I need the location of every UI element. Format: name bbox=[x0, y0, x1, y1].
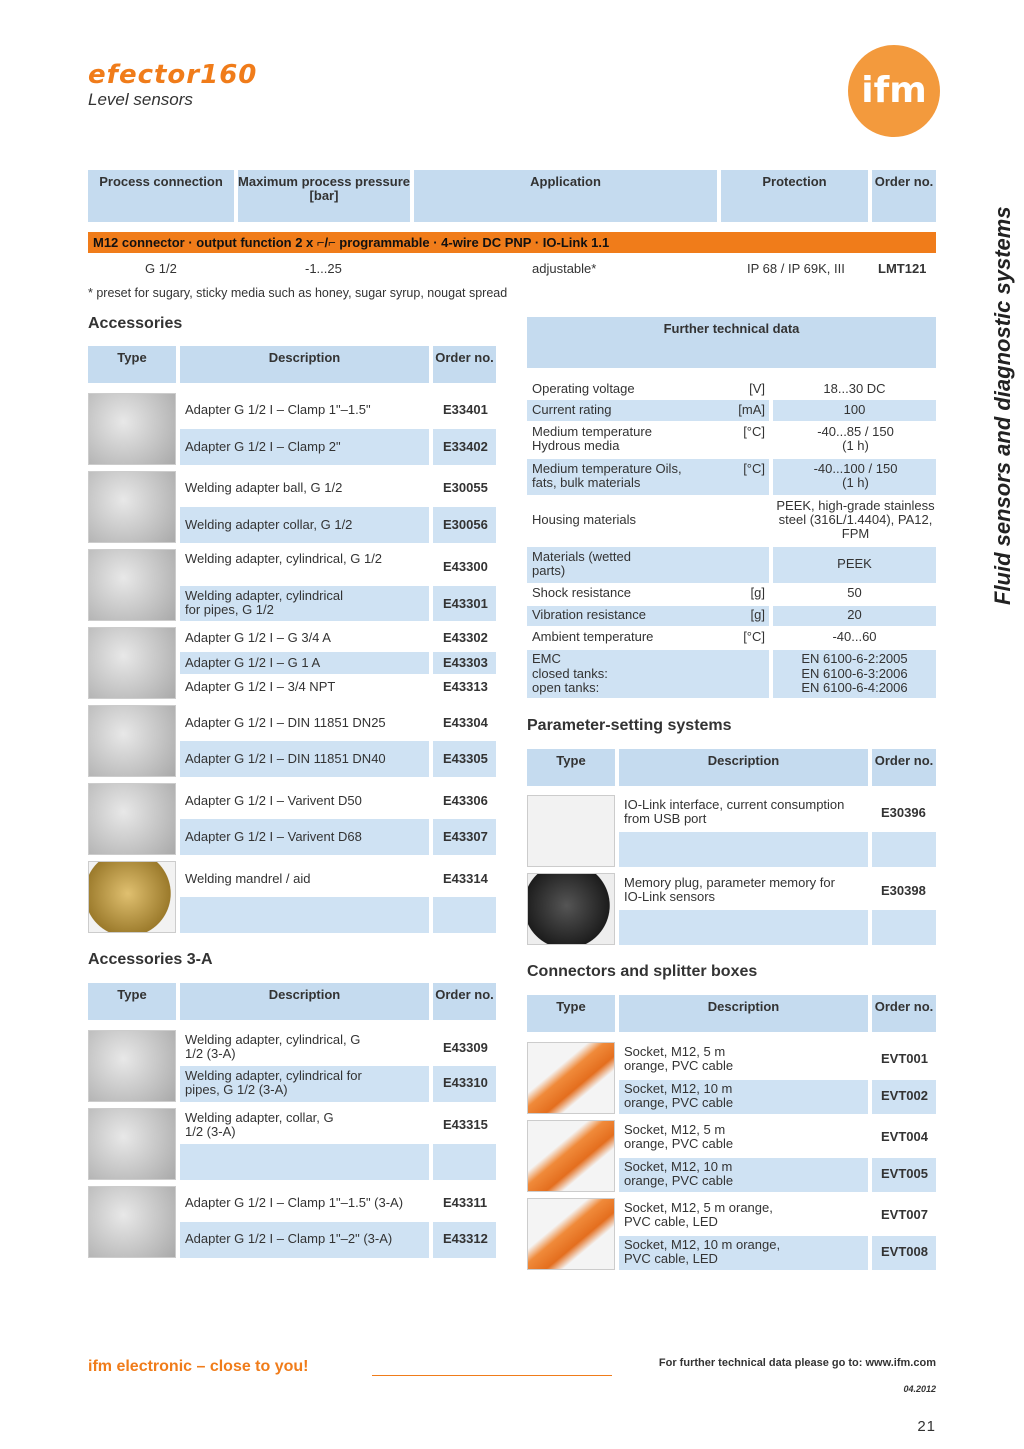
acc3a-order: E43310 bbox=[443, 1075, 488, 1090]
acc-desc: Adapter G 1/2 I – Clamp 2" bbox=[185, 439, 341, 454]
footer-date: 04.2012 bbox=[903, 1384, 936, 1394]
footer-divider bbox=[372, 1375, 612, 1376]
acc-order: E30056 bbox=[443, 517, 488, 532]
acc-header-order: Order no. bbox=[433, 346, 496, 383]
tech-value: 18...30 DC bbox=[823, 381, 886, 396]
acc-order: E43313 bbox=[443, 679, 488, 694]
adapter-thread-image bbox=[88, 627, 176, 699]
conn-desc: Socket, M12, 5 m orange, PVC cable bbox=[624, 1044, 734, 1073]
tech-value: EN 6100-6-3:2006 bbox=[801, 666, 908, 681]
clamp-3a-image bbox=[88, 1186, 176, 1258]
param-header-type: Type bbox=[527, 749, 615, 786]
tech-label: Operating voltage bbox=[532, 381, 635, 396]
acc-order: E43301 bbox=[443, 596, 488, 611]
tech-label: Housing materials bbox=[532, 512, 637, 527]
acc-desc: Adapter G 1/2 I – 3/4 NPT bbox=[185, 679, 336, 694]
conn-desc: Socket, M12, 5 m orange, PVC cable, LED bbox=[624, 1200, 773, 1229]
row-order-no: LMT121 bbox=[878, 261, 927, 276]
tech-value: -40...100 / 150 (1 h) bbox=[813, 461, 898, 490]
header-order-no: Order no. bbox=[872, 170, 936, 222]
tech-value: -40...60 bbox=[832, 629, 877, 644]
acc3a-header-type: Type bbox=[88, 983, 176, 1020]
row-pressure: -1...25 bbox=[305, 261, 342, 276]
acc-header-description: Description bbox=[180, 346, 429, 383]
tech-value: 20 bbox=[847, 607, 862, 622]
welding-mandrel-image bbox=[88, 861, 176, 933]
adapter-din-image bbox=[88, 705, 176, 777]
conn-order: EVT005 bbox=[881, 1166, 928, 1181]
conn-desc: Socket, M12, 10 m orange, PVC cable bbox=[624, 1081, 734, 1110]
acc-order: E43314 bbox=[443, 871, 488, 886]
header-protection: Protection bbox=[721, 170, 868, 222]
tech-label: closed tanks: bbox=[532, 666, 608, 681]
tech-data-title: Further technical data bbox=[527, 317, 936, 368]
acc-order: E43304 bbox=[443, 715, 488, 730]
tech-unit: [°C] bbox=[743, 424, 765, 439]
tech-label: Current rating bbox=[532, 402, 612, 417]
acc-order: E43307 bbox=[443, 829, 488, 844]
acc3a-desc: Welding adapter, collar, G 1/2 (3-A) bbox=[185, 1110, 334, 1139]
socket-straight-image bbox=[527, 1042, 615, 1114]
acc-order: E33402 bbox=[443, 439, 488, 454]
tech-unit: [°C] bbox=[743, 629, 765, 644]
acc-header-type: Type bbox=[88, 346, 176, 383]
tech-unit: [g] bbox=[750, 607, 765, 622]
conn-order: EVT002 bbox=[881, 1088, 928, 1103]
tech-unit: [V] bbox=[749, 381, 765, 396]
conn-header-description: Description bbox=[619, 995, 868, 1032]
acc-order: E30055 bbox=[443, 480, 488, 495]
acc-desc: Welding adapter ball, G 1/2 bbox=[185, 480, 343, 495]
param-header-description: Description bbox=[619, 749, 868, 786]
memory-plug-image bbox=[527, 873, 615, 945]
acc3a-desc: Welding adapter, cylindrical for pipes, G 1/2 (3-A) bbox=[185, 1068, 362, 1097]
socket-led-image bbox=[527, 1198, 615, 1270]
company-logo: ifm bbox=[848, 45, 940, 137]
acc-desc: Welding mandrel / aid bbox=[185, 871, 311, 886]
product-band: M12 connector · output function 2 x ⌐/⌐ programmable · 4-wire DC PNP · IO-Link 1.1 bbox=[88, 232, 936, 253]
acc-desc: Adapter G 1/2 I – Varivent D50 bbox=[185, 793, 362, 808]
header-application: Application bbox=[414, 170, 717, 222]
tech-label: Materials (wetted parts) bbox=[532, 549, 631, 578]
page-subtitle: Level sensors bbox=[88, 90, 193, 109]
tech-value: 50 bbox=[847, 585, 862, 600]
conn-desc: Socket, M12, 10 m orange, PVC cable, LED bbox=[624, 1237, 781, 1266]
acc-desc: Welding adapter, cylindrical for pipes, G 1/2 bbox=[185, 588, 344, 617]
tech-unit: [mA] bbox=[738, 402, 765, 417]
acc3a-header-description: Description bbox=[180, 983, 429, 1020]
acc-desc: Welding adapter collar, G 1/2 bbox=[185, 517, 353, 532]
param-header-order: Order no. bbox=[872, 749, 936, 786]
tech-label: Shock resistance bbox=[532, 585, 631, 600]
acc3a-order: E43315 bbox=[443, 1117, 488, 1132]
param-desc: IO-Link interface, current consumption from USB port bbox=[624, 797, 845, 826]
welding-3a-image bbox=[88, 1030, 176, 1102]
welding-cylindrical-image bbox=[88, 549, 176, 621]
footer-slogan: ifm electronic – close to you! bbox=[88, 1358, 309, 1375]
tech-label: open tanks: bbox=[532, 680, 600, 695]
tech-value: -40...85 / 150 (1 h) bbox=[817, 424, 894, 453]
acc3a-order: E43312 bbox=[443, 1231, 488, 1246]
row-connection: G 1/2 bbox=[145, 261, 177, 276]
acc3a-desc: Welding adapter, cylindrical, G 1/2 (3-A) bbox=[185, 1032, 361, 1061]
acc-desc: Welding adapter, cylindrical, G 1/2 bbox=[185, 551, 383, 566]
conn-header-order: Order no. bbox=[872, 995, 936, 1032]
footnote: * preset for sugary, sticky media such as honey, sugar syrup, nougat spread bbox=[88, 286, 508, 300]
acc-order: E43306 bbox=[443, 793, 488, 808]
acc3a-desc: Adapter G 1/2 I – Clamp 1"–1.5" (3-A) bbox=[185, 1195, 404, 1210]
tech-value: EN 6100-6-2:2005 bbox=[801, 651, 908, 666]
brand-logo: efector160 bbox=[88, 60, 258, 90]
socket-angled-image bbox=[527, 1120, 615, 1192]
tech-label: Vibration resistance bbox=[532, 607, 646, 622]
acc-desc: Adapter G 1/2 I – Clamp 1"–1.5" bbox=[185, 402, 371, 417]
tech-unit: [g] bbox=[750, 585, 765, 600]
row-application: adjustable* bbox=[532, 261, 597, 276]
acc-order: E43303 bbox=[443, 655, 488, 670]
acc-order: E43302 bbox=[443, 630, 488, 645]
conn-order: EVT001 bbox=[881, 1051, 928, 1066]
acc3a-order: E43311 bbox=[443, 1195, 488, 1210]
tech-label: Ambient temperature bbox=[532, 629, 654, 644]
row-protection: IP 68 / IP 69K, III bbox=[747, 261, 845, 276]
acc3a-desc: Adapter G 1/2 I – Clamp 1"–2" (3-A) bbox=[185, 1231, 393, 1246]
acc-desc: Adapter G 1/2 I – G 3/4 A bbox=[185, 630, 331, 645]
conn-order: EVT004 bbox=[881, 1129, 928, 1144]
tech-label: EMC bbox=[532, 651, 561, 666]
acc3a-header-order: Order no. bbox=[433, 983, 496, 1020]
footer-more-info: For further technical data please go to: www.ifm.com bbox=[658, 1357, 936, 1369]
param-order: E30396 bbox=[881, 805, 926, 820]
tech-value: EN 6100-6-4:2006 bbox=[801, 680, 908, 695]
tech-unit: [°C] bbox=[743, 461, 765, 476]
acc-desc: Adapter G 1/2 I – Varivent D68 bbox=[185, 829, 362, 844]
param-systems-title: Parameter-setting systems bbox=[527, 717, 732, 734]
io-link-interface-image bbox=[527, 795, 615, 867]
side-title: Fluid sensors and diagnostic systems bbox=[990, 206, 1015, 605]
tech-value: PEEK, high-grade stainless steel (316L/1.4404), PA12, FPM bbox=[776, 498, 935, 541]
header-max-pressure: Maximum process pressure [bar] bbox=[238, 170, 410, 222]
tech-label: Medium temperature Oils, fats, bulk materials bbox=[532, 461, 682, 490]
acc3a-order: E43309 bbox=[443, 1040, 488, 1055]
conn-order: EVT008 bbox=[881, 1244, 928, 1259]
acc-desc: Adapter G 1/2 I – DIN 11851 DN25 bbox=[185, 715, 386, 730]
welding-collar-3a-image bbox=[88, 1108, 176, 1180]
welding-ball-image bbox=[88, 471, 176, 543]
accessories-3a-title: Accessories 3-A bbox=[88, 951, 213, 968]
param-desc: Memory plug, parameter memory for IO-Link sensors bbox=[624, 875, 835, 904]
tech-value: PEEK bbox=[837, 556, 872, 571]
tech-label: Medium temperature Hydrous media bbox=[532, 424, 652, 453]
acc-order: E43305 bbox=[443, 751, 488, 766]
accessories-title: Accessories bbox=[88, 315, 183, 332]
adapter-varivent-image bbox=[88, 783, 176, 855]
conn-desc: Socket, M12, 10 m orange, PVC cable bbox=[624, 1159, 734, 1188]
conn-desc: Socket, M12, 5 m orange, PVC cable bbox=[624, 1122, 734, 1151]
tech-value: 100 bbox=[843, 402, 866, 417]
conn-header-type: Type bbox=[527, 995, 615, 1032]
adapter-clamp-image bbox=[88, 393, 176, 465]
header-process-connection: Process connection bbox=[88, 170, 234, 222]
acc-desc: Adapter G 1/2 I – DIN 11851 DN40 bbox=[185, 751, 386, 766]
param-order: E30398 bbox=[881, 883, 926, 898]
conn-order: EVT007 bbox=[881, 1207, 928, 1222]
page-number: 21 bbox=[917, 1418, 936, 1435]
acc-order: E43300 bbox=[443, 559, 488, 574]
acc-desc: Adapter G 1/2 I – G 1 A bbox=[185, 655, 321, 670]
acc-order: E33401 bbox=[443, 402, 488, 417]
connectors-title: Connectors and splitter boxes bbox=[527, 963, 758, 980]
